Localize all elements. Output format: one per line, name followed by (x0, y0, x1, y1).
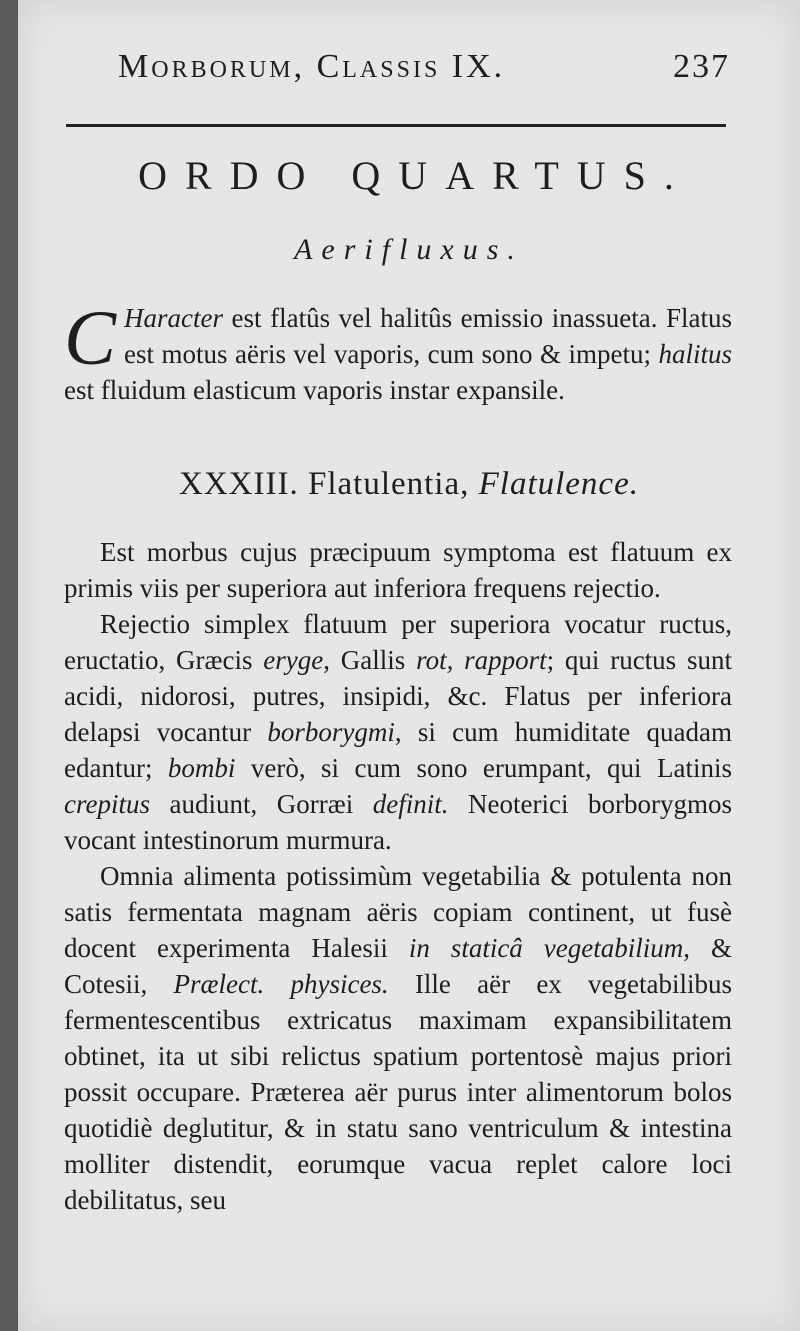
p3-text: , & Cotesii, (64, 933, 732, 999)
p3-term-praelect: Prælect. physices. (173, 969, 389, 999)
body-text (64, 534, 732, 1218)
page-number: 237 (673, 48, 730, 85)
intro-text-1: est flatûs vel halitûs emissio inassueta. Flatus est motus aëris vel vaporis, cum sono & impetu; (124, 303, 732, 369)
header-title: Morborum, Classis IX. (118, 48, 506, 85)
genus-description (64, 294, 732, 408)
drop-cap: C (64, 294, 117, 381)
header-rule (66, 124, 726, 127)
p3-term-statica: in staticâ vegetabilium (408, 933, 684, 963)
paragraph-2 (64, 606, 732, 858)
p2-term-definit: definit. (372, 789, 449, 819)
intro-term-2: halitus (658, 339, 732, 369)
p2-text: Rejectio simplex flatuum per superiora vocatur ructus, eructatio, Græcis (64, 609, 732, 675)
p2-text: , Gallis (323, 645, 417, 675)
intro-term: Haracter (124, 303, 224, 333)
p2-text: Neoterici borborygmos vocant intestinorum murmura. (64, 789, 733, 855)
species-name: XXXIII. Flatulentia, (179, 466, 470, 502)
paragraph-1: Est morbus cujus præcipuum symptoma est flatuum ex primis viis per superiora aut inferiora frequens rejectio. (64, 537, 732, 603)
p2-term-crepitus: crepitus (64, 789, 150, 819)
paragraph-3 (64, 858, 732, 1218)
species-heading (18, 466, 800, 503)
p2-text: , si cum humiditate quadam edantur; (64, 717, 732, 783)
p2-term-bombi: bombi (167, 753, 236, 783)
p2-term-rot: rot, rapport (416, 645, 547, 675)
intro-paragraph (64, 294, 732, 408)
intro-text-2: est fluidum elasticum vaporis instar expansile. (64, 375, 565, 405)
p3-text: Ille aër ex vegetabilibus fermentescentibus extricatus maximam expansibilitatem obtinet, ita ut sibi relictus spatium portentosè majus priori possit occupare. Præterea aër purus inter alimentorum bolos quotidiè deglutitur, & in statu sano ventriculum & intestina molliter distendit, eorumque vacua replet calore loci debilitatus, seu (64, 969, 733, 1215)
p2-text: verò, si cum sono erumpant, qui Latinis (235, 753, 732, 783)
order-heading: ORDO QUARTUS. (138, 153, 692, 198)
book-page (18, 0, 800, 1331)
p3-text: Omnia alimenta potissimùm vegetabilia & potulenta non satis fermentata magnam aëris copiam continent, ut fusè docent experimenta Halesii (64, 861, 732, 963)
p2-term-eryge: eryge (263, 645, 324, 675)
species-vernacular: Flatulence. (478, 466, 639, 502)
p2-term-borborygmi: borborygmi (267, 717, 395, 747)
p2-text: audiunt, Gorræi (149, 789, 373, 819)
p2-text: ; qui ructus sunt acidi, nidorosi, putres, insipidi, &c. Flatus per inferiora delapsi vocantur (64, 645, 732, 747)
running-header (118, 48, 730, 86)
genus-heading: Aerifluxus. (294, 233, 524, 266)
